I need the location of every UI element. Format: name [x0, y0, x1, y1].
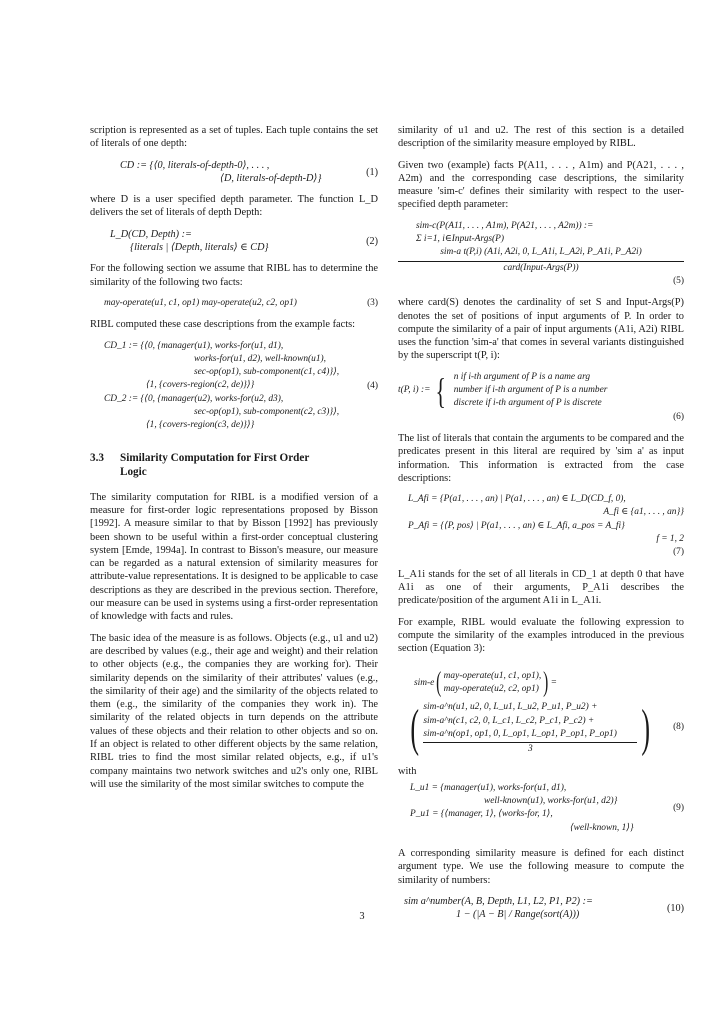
paragraph: similarity of u1 and u2. The rest of this section is a detailed description of the similarity measure employed by RIBL.	[398, 125, 684, 150]
right-column	[398, 124, 684, 930]
equation-3	[90, 297, 378, 310]
equation-number: (10)	[667, 902, 684, 914]
equation-number: (4)	[367, 380, 378, 391]
equation-line: works-for(u1, d2), well-known(u1),	[194, 353, 327, 364]
paragraph: The basic idea of the measure is as follows. Objects (e.g., u1 and u2) are described by values (e.g., their age and weight) and their relation to other objects (e.g., the companies they are working for). Their similarity depends on the similarity of their attributes' values (e.g., the similarity of their age) and the similarity of the objects related to them (e.g., the similarity of the companies they work in). The similarity of the related objects in turn depends on the attribute values of these objects and their relation to other objects and so on. If an object is related to other different objects by the same relation, RIBL tries to find the most similar related objects, e.g., if u1's company maintains two network switches and u2's only one, RIBL will use the similarity of the most similar switches to compute the	[90, 632, 378, 790]
equation-2	[90, 228, 378, 255]
fraction-denominator: 3	[527, 744, 533, 755]
right-paren: )	[543, 667, 549, 699]
equation-sum: Σ i=1, i∈Input-Args(P)	[416, 234, 505, 245]
equation-number: (3)	[367, 297, 378, 308]
equation-line: sim a^number(A, B, Depth, L1, L2, P1, P2) :=	[404, 895, 593, 907]
equation-number: (7)	[673, 547, 684, 558]
equation-line: sec-op(op1), sub-component(c1, c4)}⟩,	[194, 367, 340, 378]
equation-8	[398, 669, 684, 756]
left-paren: (	[410, 699, 419, 757]
paragraph: where card(S) denotes the cardinality of set S and Input-Args(P) denotes the set of positions of input arguments of P. In order to compute the similarity of a pair of input arguments (A1i, A2i) RIBL uses the function 'sim-a' that comes in several variants distinguished by the superscript t(P, i):	[398, 297, 684, 362]
equation-line: L_D(CD, Depth) :=	[110, 228, 192, 240]
paragraph: A corresponding similarity measure is defined for each distinct argument type. We use the following measure to compute the similarity of numbers:	[398, 848, 684, 886]
paragraph: where D is a user specified depth parameter. The function L_D delivers the set of literals of depth Depth:	[90, 194, 378, 219]
equation-line: L_Afi = {P(a1, . . . , an) | P(a1, . . . , an) ∈ L_D(CD_f, 0),	[408, 494, 626, 505]
equation-function: sim-e	[414, 677, 435, 688]
equation-line: A_fi ∈ {a1, . . . , an}}	[603, 507, 684, 518]
equation-line: ⟨D, literals-of-depth-D⟩}	[220, 172, 322, 184]
equation-line: P_Afi = {⟨P, pos⟩ | P(a1, . . . , an) ∈ L_Afi, a_pos = A_fi}	[408, 520, 625, 531]
case-line: discrete if i-th argument of P is discrete	[453, 398, 602, 409]
with-label: with	[398, 765, 417, 777]
equation-line: well-known(u1), works-for(u1, d2)}	[484, 796, 618, 807]
fraction-numerator: sim-a^n(c1, c2, 0, L_c1, L_c2, P_c1, P_c2) +	[423, 715, 595, 726]
equation-6	[398, 371, 684, 424]
equation-number: (6)	[673, 411, 684, 422]
equation-line: P_u1 = {⟨manager, 1⟩, ⟨works-for, 1⟩,	[410, 809, 553, 820]
paragraph: The similarity computation for RIBL is a modified version of a measure for first-order logic representations proposed by Bisson [1992]. A measure similar to that by Bisson [1992] has previously been shown to be useful within a first-order conceptual clustering system [Emde, 1994a]. In contrast to Bisson's measure, our measure can be regarded as a natural extension of similarity measures for attribute-value representations. It is designed to be applicable to case descriptions as they are described in the previous section. Therefore, our measure can be used in systems using a first-order representation of knowledge with facts and rules.	[90, 491, 378, 623]
section-title: Logic	[120, 465, 147, 478]
equation-line: sec-op(op1), sub-component(c2, c3)}⟩,	[194, 407, 340, 418]
equation-line: ⟨1, {covers-region(c3, de)}⟩}	[146, 420, 255, 431]
equation-7	[398, 493, 684, 559]
equation-number: (9)	[673, 802, 684, 813]
equation-argument: may-operate(u2, c2, op1)	[443, 684, 539, 695]
paragraph: For example, RIBL would evaluate the following expression to compute the similarity of the examples introduced in the previous section (Equation 3):	[398, 616, 684, 655]
section-heading	[90, 451, 378, 479]
equation-number: (5)	[673, 275, 684, 286]
section-number: 3.3	[90, 451, 104, 464]
equation-line: may-operate(u1, c1, op1) may-operate(u2, c2, op1)	[104, 297, 297, 308]
equation-line: sim-c(P(A11, . . . , A1m), P(A21, . . . , A2m)) :=	[416, 220, 594, 231]
right-paren: )	[641, 699, 651, 757]
equation-line: CD_1 := {⟨0, {manager(u1), works-for(u1, d1),	[104, 340, 284, 351]
fraction-numerator: sim-a^n(op1, op1, 0, L_op1, L_op1, P_op1, P_op1)	[423, 728, 617, 739]
section-title: Similarity Computation for First Order	[120, 451, 310, 464]
equation-line: 1 − (|A − B| / Range(sort(A)))	[456, 909, 580, 921]
equation-argument: may-operate(u1, c1, op1),	[443, 671, 542, 682]
equals-sign: =	[550, 677, 557, 688]
equation-number: (1)	[366, 166, 378, 178]
equation-4	[90, 340, 378, 433]
paragraph: For the following section we assume that RIBL has to determine the similarity of the following two facts:	[90, 263, 378, 288]
equation-line: L_u1 = {manager(u1), works-for(u1, d1),	[410, 782, 567, 793]
paragraph: L_A1i stands for the set of all literals in CD_1 at depth 0 that have A1i as one of their arguments, P_A1i describes the predicate/position of the argument A1i in L_A1i.	[398, 568, 684, 607]
case-line: n if i-th argument of P is a name arg	[453, 371, 591, 382]
paragraph: RIBL computed these case descriptions from the example facts:	[90, 319, 356, 331]
fraction-numerator: sim-a t(P,i) (A1i, A2i, 0, L_A1i, L_A2i, P_A1i, P_A2i)	[398, 246, 684, 261]
equation-number: (2)	[366, 235, 378, 247]
equation-line: CD_2 := {⟨0, {manager(u2), works-for(u2, d3),	[104, 393, 284, 404]
paragraph: The list of literals that contain the arguments to be compared and the predicates present in this literal are required by 'sim a' as input information. This information is extracted from the case descriptions:	[398, 432, 684, 484]
equation-line: {literals | ⟨Depth, literals⟩ ∈ CD}	[130, 242, 269, 254]
equation-line: ⟨well-known, 1⟩}	[570, 822, 634, 833]
equation-9	[398, 782, 684, 835]
fraction	[398, 246, 684, 275]
paragraph: scription is represented as a set of tuples. Each tuple contains the set of literals of one depth:	[90, 125, 378, 150]
case-line: number if i-th argument of P is a number	[453, 385, 608, 396]
equation-number: (8)	[673, 722, 684, 733]
equation-line: CD := {⟨0, literals-of-depth-0⟩, . . . ,	[120, 159, 270, 171]
left-brace: {	[435, 370, 447, 411]
left-column	[90, 124, 378, 799]
fraction-denominator: card(Input-Args(P))	[503, 262, 579, 273]
left-paren: (	[436, 667, 442, 699]
equation-lhs: t(P, i) :=	[398, 385, 431, 396]
equation-line: f = 1, 2	[656, 534, 684, 545]
fraction-numerator: sim-a^n(u1, u2, 0, L_u1, L_u2, P_u1, P_u2) +	[423, 702, 598, 713]
paragraph: Given two (example) facts P(A11, . . . , A1m) and P(A21, . . . , A2m) and the corresponding case descriptions, the similarity measure 'sim-c' defines their similarity with respect to the user-specified depth parameter:	[398, 159, 684, 211]
equation-1	[90, 159, 378, 186]
fraction	[423, 701, 637, 756]
page-number: 3	[359, 911, 365, 922]
equation-line: ⟨1, {covers-region(c2, de)}⟩}	[146, 380, 255, 391]
equation-5	[398, 220, 684, 288]
